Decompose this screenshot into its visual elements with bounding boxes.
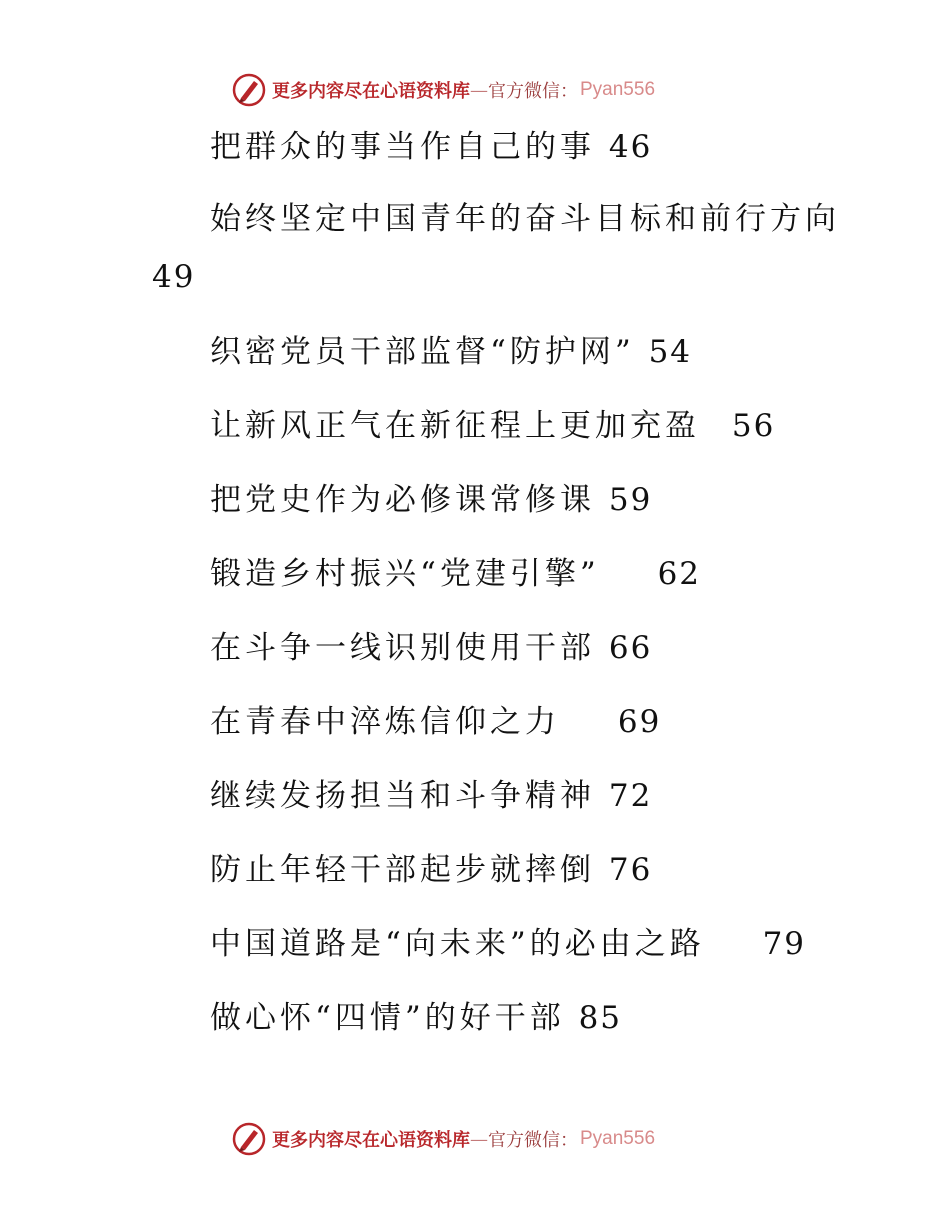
toc-entry-title: 让新风正气在新征程上更加充盈: [210, 408, 700, 444]
toc-entry-title: 锻造乡村振兴“党建引擎”: [210, 556, 600, 592]
toc-entry-title: 在斗争一线识别使用干部: [210, 630, 595, 666]
toc-entry: [210, 776, 652, 816]
toc-entry-wrapped-page: [152, 257, 195, 297]
toc-entry-title: 把党史作为必修课常修课: [210, 482, 595, 518]
toc-entry-page: 49: [152, 259, 196, 295]
toc-entry-title: 始终坚定中国青年的奋斗目标和前行方向: [210, 201, 840, 237]
toc-entry: [210, 554, 701, 594]
toc-entry-page: 79: [762, 926, 807, 962]
toc-entry: [210, 480, 652, 520]
toc-entry-page: 62: [657, 556, 702, 592]
toc-entry-title: 继续发扬担当和斗争精神: [210, 778, 595, 814]
toc-entry: [210, 199, 840, 239]
toc-entry-title: 把群众的事当作自己的事: [210, 129, 595, 165]
toc-entry: [210, 924, 806, 964]
toc-entry-page: 54: [648, 334, 693, 370]
toc-entry-page: 66: [608, 630, 653, 666]
toc-entry-title: 防止年轻干部起步就摔倒: [210, 852, 595, 888]
toc-entry-page: 76: [608, 852, 653, 888]
toc-entry-title: 中国道路是“向未来”的必由之路: [210, 926, 705, 962]
toc-entry-title: 在青春中淬炼信仰之力: [210, 704, 560, 740]
watermark-dash: —: [470, 79, 488, 101]
watermark-footer: [232, 1121, 655, 1157]
watermark-wechat-label: 官方微信：: [488, 81, 578, 102]
watermark-main-text: 更多内容尽在心语资料库: [272, 1130, 470, 1151]
toc-entry-page: 85: [578, 1000, 623, 1036]
toc-entry-page: 59: [608, 482, 653, 518]
toc-entry: [210, 850, 652, 890]
toc-entry-page: 72: [608, 778, 653, 814]
watermark-main-text: 更多内容尽在心语资料库: [272, 81, 470, 102]
toc-entry-title: 织密党员干部监督“防护网”: [210, 334, 635, 370]
watermark-dash: —: [470, 1128, 488, 1150]
toc-entry-title: 做心怀“四情”的好干部: [210, 1000, 565, 1036]
toc-entry: [210, 702, 661, 742]
toc-entry: [210, 998, 622, 1038]
toc-entry-page: 46: [608, 129, 653, 165]
watermark-wechat-id: Pyan556: [580, 79, 656, 100]
toc-entry-page: 56: [731, 408, 776, 444]
watermark-wechat-label: 官方微信：: [488, 1130, 578, 1151]
toc-entry: [210, 127, 652, 167]
toc-entry: [210, 628, 652, 668]
toc-entry: [210, 406, 775, 446]
toc-entry: [210, 332, 692, 372]
watermark-wechat-id: Pyan556: [580, 1128, 656, 1149]
toc-entry-page: 69: [617, 704, 662, 740]
pen-logo-icon: [232, 1122, 266, 1156]
